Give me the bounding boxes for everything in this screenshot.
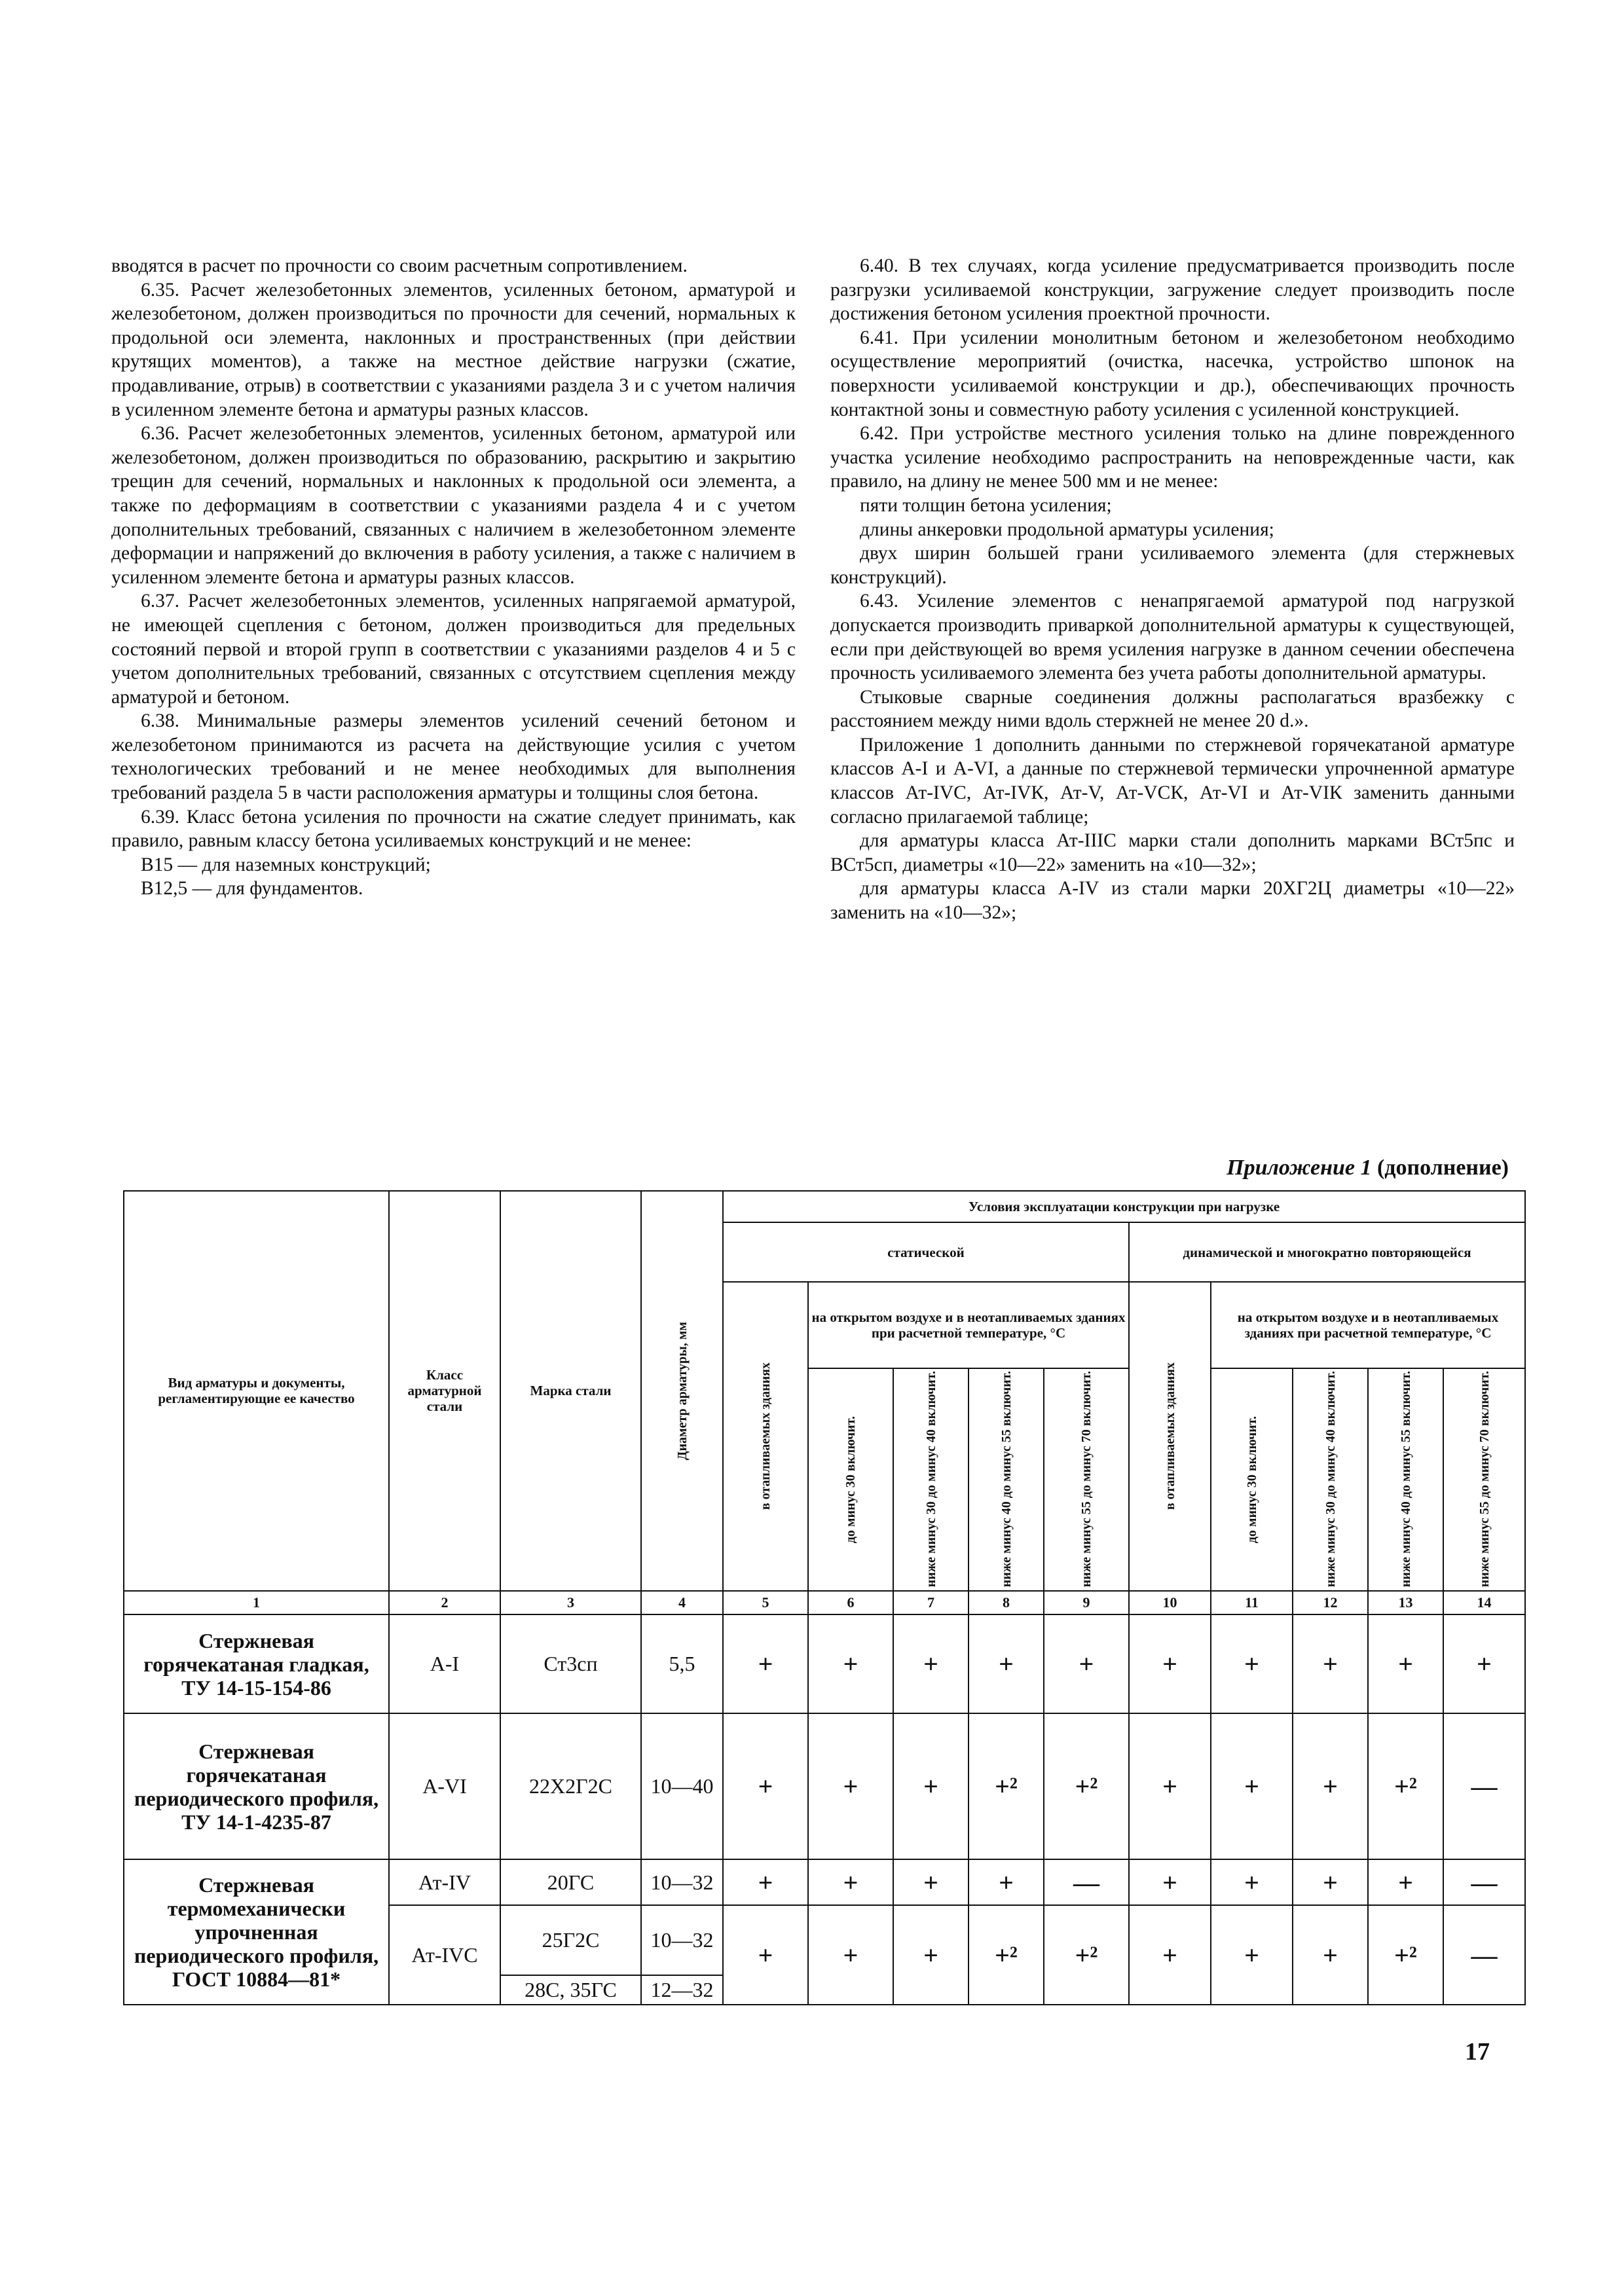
row-cell: + — [723, 1859, 808, 1906]
paragraph: 6.41. При усилении монолитным бетоном и железобетоном необходимо осуществление мероприятий (очистка, насечка, устройство шпонок на поверхности усиливаемой конструкции и др.), обеспечивающих прочность контактной зоны и совместную работу усиления с усиленной конструкцией. — [830, 327, 1515, 420]
static-t2-header: ниже минус 30 до минус 40 включит. — [893, 1368, 969, 1591]
col-steel-header: Марка стали — [500, 1191, 641, 1591]
row-cell: + — [808, 1859, 893, 1906]
row-cell: + — [1129, 1713, 1211, 1859]
row-cell: + — [723, 1905, 808, 2005]
table-row — [124, 1713, 1525, 1859]
row-cell: + — [1368, 1859, 1443, 1906]
row-diameter: 10—32 — [641, 1859, 723, 1906]
static-t3-header: ниже минус 40 до минус 55 включит. — [969, 1368, 1044, 1591]
col-number: 10 — [1129, 1591, 1211, 1614]
row-cell: + — [893, 1905, 969, 2005]
static-heated-header: в отапливаемых зданиях — [723, 1282, 808, 1590]
row-steel: 28С, 35ГС — [500, 1975, 641, 2005]
row-cell: — — [1443, 1859, 1525, 1906]
dynamic-header: динамической и многократно повторяющейся — [1129, 1222, 1525, 1282]
row-cell: + — [1129, 1859, 1211, 1906]
col-type-header: Вид арматуры и документы, регламентирующие ее качество — [124, 1191, 389, 1591]
static-outdoor-header: на открытом воздухе и в неотапливаемых зданиях при расчетной температуре, °С — [808, 1282, 1129, 1368]
row-cell: + — [1211, 1905, 1293, 2005]
paragraph: Стыковые сварные соединения должны располагаться вразбежку с расстоянием между ними вдоль стержней не менее 20 d.». — [830, 686, 1515, 732]
row-type: Стержневая горячекатаная периодического профиля, ТУ 14-1-4235-87 — [124, 1713, 389, 1859]
row-cell: + — [969, 1614, 1044, 1714]
row-class: А-I — [389, 1614, 500, 1714]
row-steel: Ст3сп — [500, 1614, 641, 1714]
left-text-column — [111, 254, 796, 901]
col-number: 2 — [389, 1591, 500, 1614]
dynamic-heated-header: в отапливаемых зданиях — [1129, 1282, 1211, 1590]
paragraph: 6.42. При устройстве местного усиления только на длине поврежденного участка усиление необходимо распространить на неповрежденные части, как правило, на длину не менее 500 мм и не менее: — [830, 423, 1515, 492]
paragraph: 6.37. Расчет железобетонных элементов, усиленных напрягаемой арматурой, не имеющей сцепления с бетоном, должен производиться для предельных состояний первой и второй групп в соответствии с указаниями разделов 4 и 5 с учетом дополнительных требований, связанных с отсутствием сцепления между арматурой и бетоном. — [111, 591, 796, 708]
row-cell: + — [893, 1614, 969, 1714]
row-cell: + — [893, 1859, 969, 1906]
row-cell: + — [1443, 1614, 1525, 1714]
col-class-header: Класс арматурной стали — [389, 1191, 500, 1591]
row-steel: 20ГС — [500, 1859, 641, 1906]
row-cell: — — [1443, 1713, 1525, 1859]
table-row — [124, 1614, 1525, 1714]
row-class: Ат-IVС — [389, 1905, 500, 2005]
paragraph: В15 — для наземных конструкций; — [141, 854, 431, 875]
paragraph: В12,5 — для фундаментов. — [141, 878, 363, 900]
row-cell: — — [1443, 1905, 1525, 2005]
col-number: 3 — [500, 1591, 641, 1614]
row-cell: + — [1293, 1614, 1368, 1714]
paragraph: длины анкеровки продольной арматуры усиления; — [860, 519, 1274, 540]
page-number: 17 — [1465, 2038, 1490, 2066]
row-steel: 25Г2С — [500, 1905, 641, 1975]
row-cell: + — [1293, 1713, 1368, 1859]
dynamic-t2-header: ниже минус 30 до минус 40 включит. — [1293, 1368, 1368, 1591]
row-cell: + — [808, 1905, 893, 2005]
static-t4-header: ниже минус 55 до минус 70 включит. — [1044, 1368, 1129, 1591]
row-cell: + — [1211, 1859, 1293, 1906]
paragraph: 6.38. Минимальные размеры элементов усилений сечений бетоном и железобетоном принимаются из расчета на действующие усилия с учетом технологических требований и не менее необходимых для выполнения требований раздела 5 в части расположения арматуры и толщины слоя бетона. — [111, 710, 796, 804]
row-cell: +² — [1368, 1713, 1443, 1859]
row-cell: + — [723, 1713, 808, 1859]
col-number: 13 — [1368, 1591, 1443, 1614]
row-cell: + — [1129, 1905, 1211, 2005]
row-class: А-VI — [389, 1713, 500, 1859]
table-caption — [1227, 1156, 1509, 1180]
col-number: 11 — [1211, 1591, 1293, 1614]
paragraph: 6.40. В тех случаях, когда усиление предусматривается производить после разгрузки усиливаемой конструкции, загружение следует производить после достижения бетоном усиления проектной прочности. — [830, 255, 1515, 325]
dynamic-t3-header: ниже минус 40 до минус 55 включит. — [1368, 1368, 1443, 1591]
row-diameter: 10—40 — [641, 1713, 723, 1859]
row-class: Ат-IV — [389, 1859, 500, 1906]
row-cell: + — [808, 1614, 893, 1714]
row-cell: +² — [1044, 1713, 1129, 1859]
row-diameter: 5,5 — [641, 1614, 723, 1714]
col-number: 7 — [893, 1591, 969, 1614]
paragraph: 6.35. Расчет железобетонных элементов, усиленных бетоном, арматурой и железобетоном, должен производиться по прочности для сечений, нормальных к продольной оси элемента, наклонных и пространственных (при действии крутящих моментов), а также на местное действие нагрузки (сжатие, продавливание, отрыв) в соответствии с указаниями раздела 3 и с учетом наличия в усиленном элементе бетона и арматуры разных классов. — [111, 279, 796, 420]
caption-suffix: (дополнение) — [1376, 1156, 1509, 1180]
right-text-column — [830, 254, 1515, 925]
row-cell: + — [808, 1713, 893, 1859]
row-cell: +² — [1368, 1905, 1443, 2005]
col-number: 1 — [124, 1591, 389, 1614]
row-cell: + — [1044, 1614, 1129, 1714]
caption-title: Приложение 1 — [1227, 1156, 1372, 1180]
reinforcement-table — [123, 1190, 1526, 2005]
paragraph: пяти толщин бетона усиления; — [860, 494, 1112, 516]
row-cell: + — [1368, 1614, 1443, 1714]
row-cell: + — [723, 1614, 808, 1714]
col-number: 14 — [1443, 1591, 1525, 1614]
row-cell: + — [1129, 1614, 1211, 1714]
static-t1-header: до минус 30 включит. — [808, 1368, 893, 1591]
col-diameter-header: Диаметр арматуры, мм — [641, 1191, 723, 1591]
row-cell: — — [1044, 1859, 1129, 1906]
dynamic-t1-header: до минус 30 включит. — [1211, 1368, 1293, 1591]
paragraph: двух ширин большей грани усиливаемого элемента (для стержневых конструкций). — [830, 543, 1515, 588]
row-cell: +² — [969, 1905, 1044, 2005]
row-type: Стержневая горячекатаная гладкая, ТУ 14-15-154-86 — [124, 1614, 389, 1714]
row-cell: + — [1211, 1614, 1293, 1714]
col-number: 9 — [1044, 1591, 1129, 1614]
col-number: 6 — [808, 1591, 893, 1614]
row-cell: + — [969, 1859, 1044, 1906]
dynamic-outdoor-header: на открытом воздухе и в неотапливаемых зданиях при расчетной температуре, °С — [1211, 1282, 1525, 1368]
column-number-row — [124, 1591, 1525, 1614]
static-header: статической — [723, 1222, 1129, 1282]
row-diameter: 12—32 — [641, 1975, 723, 2005]
row-cell: + — [1293, 1905, 1368, 2005]
dynamic-t4-header: ниже минус 55 до минус 70 включит. — [1443, 1368, 1525, 1591]
row-cell: +² — [1044, 1905, 1129, 2005]
col-number: 8 — [969, 1591, 1044, 1614]
paragraph: для арматуры класса Ат-IIIС марки стали дополнить марками ВСт5пс и ВСт5сп, диаметры «10—22» заменить на «10—32»; — [830, 830, 1515, 875]
table-row — [124, 1859, 1525, 1906]
col-number: 12 — [1293, 1591, 1368, 1614]
conditions-header: Условия эксплуатации конструкции при нагрузке — [723, 1191, 1525, 1222]
row-type: Стержневая термомеханически упрочненная периодического профиля, ГОСТ 10884—81* — [124, 1859, 389, 2005]
paragraph: вводятся в расчет по прочности со своим расчетным сопротивлением. — [111, 255, 688, 276]
paragraph: 6.39. Класс бетона усиления по прочности на сжатие следует принимать, как правило, равным классу бетона усиливаемых конструкций и не менее: — [111, 806, 796, 852]
row-cell: + — [893, 1713, 969, 1859]
row-diameter: 10—32 — [641, 1905, 723, 1975]
row-cell: +² — [969, 1713, 1044, 1859]
col-number: 4 — [641, 1591, 723, 1614]
paragraph: 6.43. Усиление элементов с ненапрягаемой арматурой под нагрузкой допускается производить приваркой дополнительной арматуры к существующей, если при действующей во время усиления нагрузке в данном сечении обеспечена прочность усиливаемого элемента без учета работы дополнительной арматуры. — [830, 591, 1515, 684]
paragraph: 6.36. Расчет железобетонных элементов, усиленных бетоном, арматурой или железобетоном, должен производиться по образованию, раскрытию и закрытию трещин для сечений, нормальных и наклонных к продольной оси элемента, а также по деформациям в соответствии с указаниями раздела 4 и с учетом дополнительных требований, связанных с наличием в железобетонном элементе деформации и напряжений до включения в работу усиления, а также с наличием в усиленном элементе бетона и арматуры разных классов. — [111, 423, 796, 588]
row-steel: 22Х2Г2С — [500, 1713, 641, 1859]
paragraph: для арматуры класса А-IV из стали марки 20ХГ2Ц диаметры «10—22» заменить на «10—32»; — [830, 878, 1515, 924]
col-number: 5 — [723, 1591, 808, 1614]
paragraph: Приложение 1 дополнить данными по стержневой горячекатаной арматуре классов А-I и А-VI, а данные по стержневой термически упрочненной арматуре классов Ат-IVС, Ат-IVК, Ат-V, Ат-VСК, Ат-VI и Ат-VIК заменить данными согласно прилагаемой таблице; — [830, 734, 1515, 828]
row-cell: + — [1293, 1859, 1368, 1906]
row-cell: + — [1211, 1713, 1293, 1859]
